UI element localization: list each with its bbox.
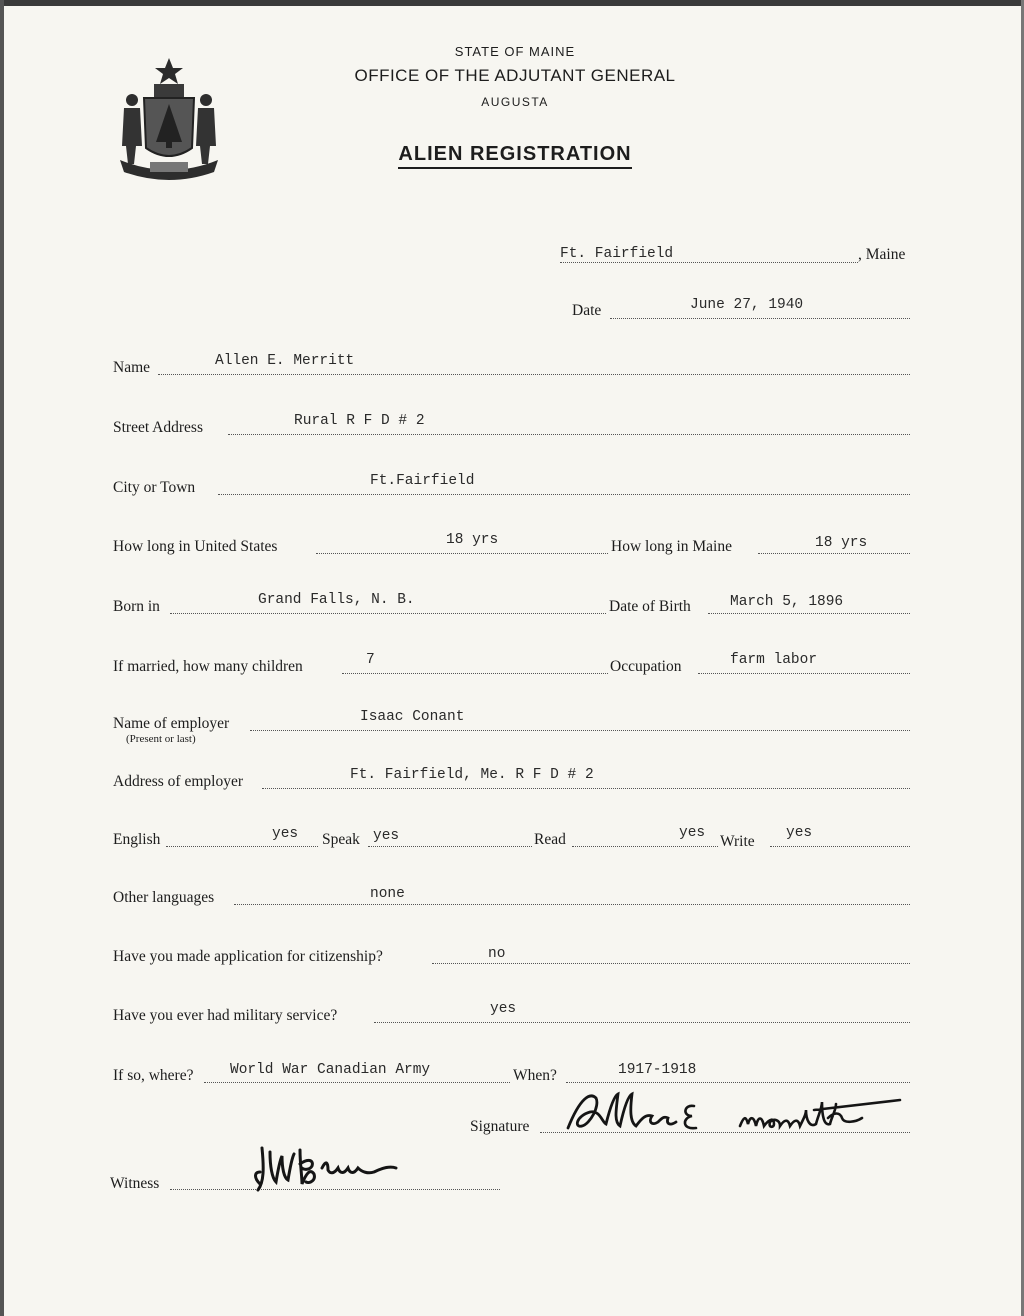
street-address-value: Rural R F D # 2 [294, 413, 425, 429]
scan-border-top [0, 0, 1024, 6]
citizenship-line [432, 963, 910, 964]
other-languages-value: none [370, 886, 405, 902]
name-label: Name [113, 359, 151, 376]
place-line [560, 262, 858, 263]
occupation-label: Occupation [610, 658, 682, 675]
employer-sublabel: (Present or last) [126, 733, 196, 745]
read-line [572, 846, 718, 847]
occupation-value: farm labor [730, 652, 818, 668]
where-label: If so, where? [113, 1067, 194, 1084]
city-town-label: City or Town [113, 479, 196, 496]
employer-address-value: Ft. Fairfield, Me. R F D # 2 [350, 767, 594, 783]
header-office: OFFICE OF THE ADJUTANT GENERAL [354, 66, 676, 85]
write-value: yes [786, 825, 813, 841]
form-title [300, 143, 730, 166]
english-line [166, 846, 318, 847]
date-of-birth-value: March 5, 1896 [730, 594, 844, 610]
military-line [374, 1022, 910, 1023]
employer-address-label: Address of employer [113, 773, 243, 790]
applicant-signature [560, 1088, 910, 1138]
how-long-maine-line [758, 553, 910, 554]
english-label: English [113, 831, 161, 848]
date-of-birth-line [708, 613, 910, 614]
citizenship-value: no [488, 946, 506, 962]
citizenship-label: Have you made application for citizenship? [113, 948, 383, 965]
read-value: yes [679, 825, 706, 841]
scan-border-left [0, 0, 4, 1316]
date-value: June 27, 1940 [690, 297, 804, 313]
place-suffix: , Maine [858, 246, 906, 263]
how-long-maine-value: 18 yrs [815, 535, 868, 551]
write-label: Write [720, 833, 755, 850]
when-line [566, 1082, 910, 1083]
city-town-line [218, 494, 910, 495]
employer-line [250, 730, 910, 731]
employer-label: Name of employer [113, 715, 230, 732]
children-line [342, 673, 608, 674]
where-line [204, 1082, 510, 1083]
witness-signature [250, 1138, 410, 1196]
date-line [610, 318, 910, 319]
employer-value: Isaac Conant [360, 709, 465, 725]
born-in-value: Grand Falls, N. B. [258, 592, 415, 608]
witness-label: Witness [110, 1175, 160, 1192]
street-address-label: Street Address [113, 419, 203, 436]
born-in-label: Born in [113, 598, 160, 615]
when-value: 1917-1918 [618, 1062, 697, 1078]
english-value: yes [272, 826, 299, 842]
read-label: Read [534, 831, 566, 848]
when-label: When? [513, 1067, 557, 1084]
header-city: AUGUSTA [481, 95, 549, 109]
write-line [770, 846, 910, 847]
street-address-line [228, 434, 910, 435]
military-value: yes [490, 1001, 517, 1017]
header-state: STATE OF MAINE [454, 44, 576, 59]
date-of-birth-label: Date of Birth [609, 598, 691, 615]
speak-value: yes [373, 828, 400, 844]
signature-label: Signature [470, 1118, 530, 1135]
how-long-maine-label: How long in Maine [611, 538, 732, 555]
city-town-value: Ft.Fairfield [370, 473, 475, 489]
how-long-us-value: 18 yrs [446, 532, 499, 548]
maine-state-seal-icon [110, 56, 228, 180]
other-languages-label: Other languages [113, 889, 215, 906]
other-languages-line [234, 904, 910, 905]
born-in-line [170, 613, 606, 614]
name-value: Allen E. Merritt [215, 353, 355, 369]
place-value: Ft. Fairfield [560, 246, 674, 262]
name-line [158, 374, 910, 375]
where-value: World War Canadian Army [230, 1062, 431, 1078]
children-value: 7 [366, 652, 375, 668]
date-label: Date [572, 302, 602, 319]
employer-address-line [262, 788, 910, 789]
form-title-text: ALIEN REGISTRATION [398, 143, 631, 169]
occupation-line [698, 673, 910, 674]
how-long-us-line [316, 553, 608, 554]
military-label: Have you ever had military service? [113, 1007, 338, 1024]
how-long-us-label: How long in United States [113, 538, 278, 555]
children-label: If married, how many children [113, 658, 303, 675]
speak-line [368, 846, 532, 847]
speak-label: Speak [322, 831, 360, 848]
